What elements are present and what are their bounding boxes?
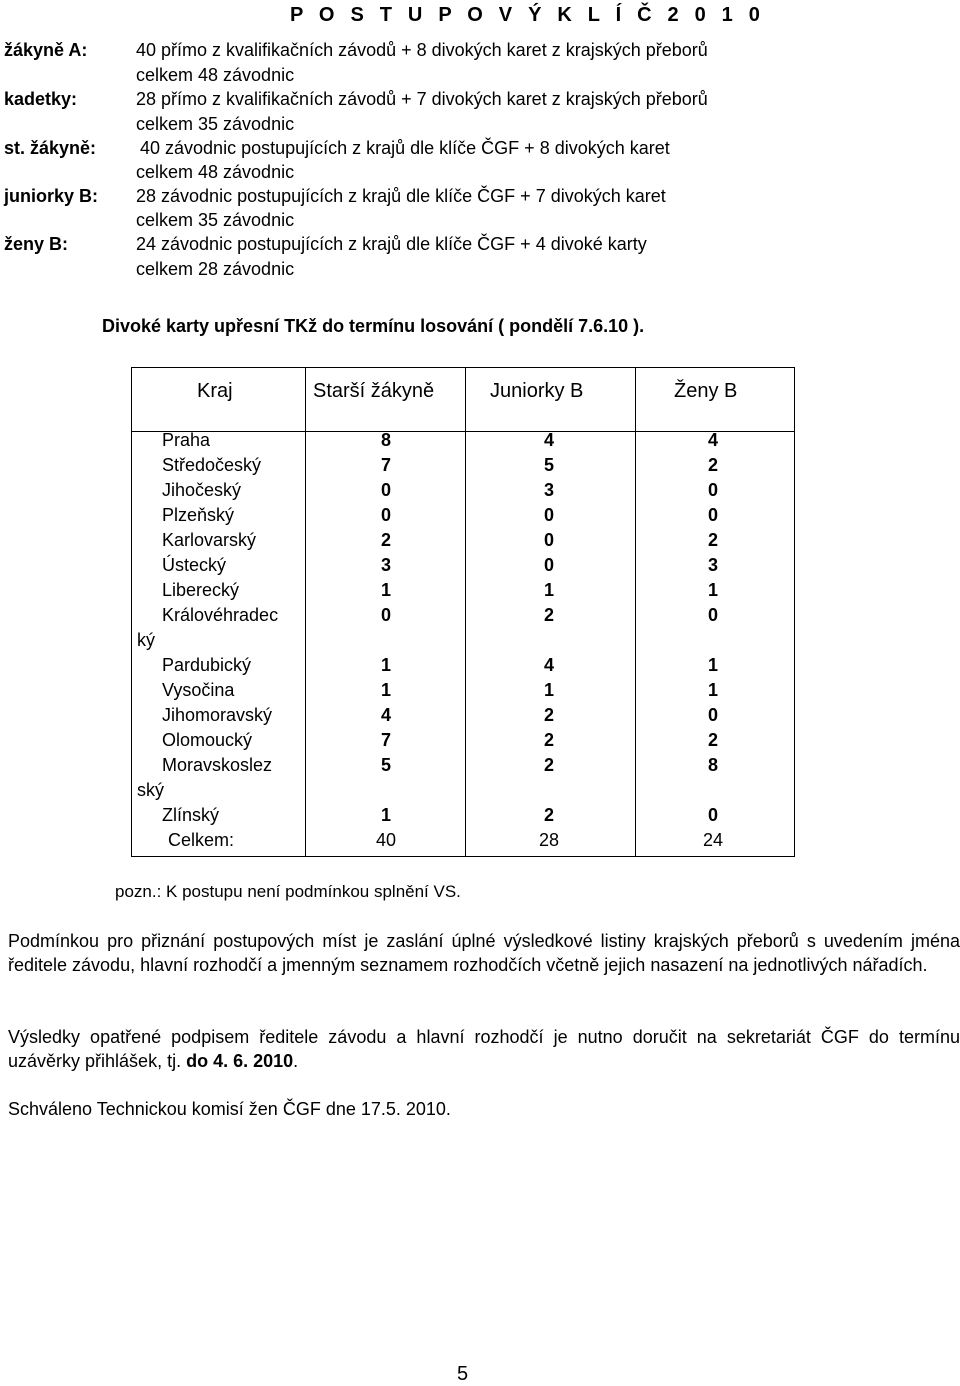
table-cell-juniorky: 0: [543, 505, 554, 525]
table-cell-kraj: Karlovarský: [162, 530, 257, 550]
table-cell-juniorky: 0: [543, 555, 554, 575]
table-cell-juniorky: 2: [543, 605, 554, 625]
table-header-juniorky: Juniorky B: [490, 380, 584, 402]
table-cell-juniorky: 2: [543, 805, 554, 825]
table-cell-starsi: 0: [380, 480, 391, 500]
table-cell-starsi: 1: [380, 680, 391, 700]
table-cell-juniorky: 0: [543, 530, 554, 550]
table-cell-starsi: 8: [380, 430, 391, 450]
table-cell-kraj: Jihočeský: [162, 480, 242, 500]
table-cell-juniorky: 2: [543, 730, 554, 750]
table-cell-starsi: 7: [380, 455, 391, 475]
table-cell-zeny: 2: [707, 730, 718, 750]
table-cell-juniorky: 2: [543, 755, 554, 775]
paragraph-conditions: Podmínkou pro přiznání postupových míst je zaslání úplné výsledkové listiny krajských přeborů s uvedením jména ředitele závodu, hlavní rozhodčí a jmenným seznamem rozhodčích včetně jejich nasazení na jednotlivých nářadích.: [8, 931, 960, 975]
table-cell-kraj-wrap: ký: [137, 630, 155, 650]
table-cell-kraj: Olomoucký: [162, 730, 253, 750]
category-line: 28 přímo z kvalifikačních závodů + 7 divokých karet z krajských přeborů: [136, 89, 708, 109]
table-header-starsi: Starší žákyně: [313, 380, 435, 402]
category-line: 40 přímo z kvalifikačních závodů + 8 divokých karet z krajských přeborů: [136, 40, 708, 60]
table-cell-starsi: 3: [380, 555, 391, 575]
table-cell-starsi: 4: [380, 705, 391, 725]
table-cell-starsi: 5: [380, 755, 391, 775]
category-label: juniorky B:: [4, 186, 99, 206]
category-total: celkem 28 závodnic: [136, 259, 295, 279]
table-cell-starsi: 2: [380, 530, 391, 550]
table-cell-starsi: 1: [380, 580, 391, 600]
table-cell-zeny: 4: [707, 430, 718, 450]
table-cell-starsi: 7: [380, 730, 391, 750]
category-line: 40 závodnic postupujících z krajů dle klíče ČGF + 8 divokých karet: [140, 138, 670, 158]
table-cell-kraj: Plzeňský: [162, 505, 235, 525]
table-cell-zeny: 1: [707, 580, 718, 600]
table-cell-kraj: Moravskoslez: [162, 755, 273, 775]
table-cell-kraj: Liberecký: [162, 580, 240, 600]
table-note: pozn.: K postupu není podmínkou splnění VS.: [115, 882, 461, 901]
table-cell-kraj: Vysočina: [162, 680, 235, 700]
table-cell-juniorky: 4: [543, 430, 554, 450]
table-cell-starsi: 1: [380, 805, 391, 825]
table-cell-kraj: Zlínský: [162, 805, 220, 825]
approval-note: Schváleno Technickou komisí žen ČGF dne 17.5. 2010.: [8, 1099, 451, 1119]
table-cell-juniorky: 2: [543, 705, 554, 725]
table-total-starsi: 40: [375, 830, 397, 850]
category-label: žákyně A:: [4, 40, 88, 60]
paragraph-results-end: .: [293, 1051, 299, 1071]
category-label: kadetky:: [4, 89, 78, 109]
table-cell-zeny: 0: [707, 705, 718, 725]
table-header-kraj: Kraj: [197, 380, 233, 402]
table-cell-juniorky: 1: [543, 580, 554, 600]
table-cell-zeny: 2: [707, 530, 718, 550]
table-cell-zeny: 0: [707, 805, 718, 825]
table-cell-zeny: 8: [707, 755, 718, 775]
page-number: 5: [457, 1363, 469, 1385]
wildcard-note: Divoké karty upřesní TKž do termínu losování ( pondělí 7.6.10 ).: [102, 316, 645, 336]
table-cell-zeny: 1: [707, 655, 718, 675]
table-cell-kraj-wrap: ský: [137, 780, 164, 800]
table-cell-kraj: Ústecký: [162, 555, 227, 575]
category-label: ženy B:: [4, 234, 69, 254]
deadline-date: do 4. 6. 2010: [186, 1051, 294, 1071]
table-cell-starsi: 1: [380, 655, 391, 675]
table-cell-zeny: 0: [707, 480, 718, 500]
category-total: celkem 48 závodnic: [136, 162, 295, 182]
table-cell-kraj: Pardubický: [162, 655, 252, 675]
table-cell-juniorky: 5: [543, 455, 554, 475]
table-cell-juniorky: 3: [543, 480, 554, 500]
table-cell-zeny: 0: [707, 605, 718, 625]
table-cell-zeny: 0: [707, 505, 718, 525]
category-total: celkem 35 závodnic: [136, 114, 295, 134]
category-total: celkem 35 závodnic: [136, 210, 295, 230]
paragraph-results-text: Výsledky opatřené podpisem ředitele závodu a hlavní rozhodčí je nutno doručit na sekretariát ČGF do termínu uzávěrky přihlášek, tj.: [8, 1027, 960, 1071]
table-cell-kraj: Středočeský: [162, 455, 262, 475]
category-label: st. žákyně:: [4, 138, 97, 158]
table-cell-zeny: 1: [707, 680, 718, 700]
table-cell-juniorky: 4: [543, 655, 554, 675]
category-line: 28 závodnic postupujících z krajů dle klíče ČGF + 7 divokých karet: [136, 186, 666, 206]
table-cell-zeny: 2: [707, 455, 718, 475]
table-cell-starsi: 0: [380, 605, 391, 625]
table-total-label: Celkem:: [168, 830, 235, 850]
table-header-zeny: Ženy B: [674, 380, 738, 402]
table-cell-kraj: Královéhradec: [162, 605, 279, 625]
table-cell-starsi: 0: [380, 505, 391, 525]
table-total-zeny: 24: [702, 830, 724, 850]
paragraph-results: [8, 1025, 960, 1073]
table-cell-kraj: Praha: [162, 430, 211, 450]
table-cell-zeny: 3: [707, 555, 718, 575]
table-cell-juniorky: 1: [543, 680, 554, 700]
table-cell-kraj: Jihomoravský: [162, 705, 273, 725]
category-total: celkem 48 závodnic: [136, 65, 295, 85]
category-line: 24 závodnic postupujících z krajů dle klíče ČGF + 4 divoké karty: [136, 234, 647, 254]
table-total-juniorky: 28: [538, 830, 560, 850]
page-title: P O S T U P O V Ý K L Í Č 2 0 1 0: [290, 4, 766, 26]
